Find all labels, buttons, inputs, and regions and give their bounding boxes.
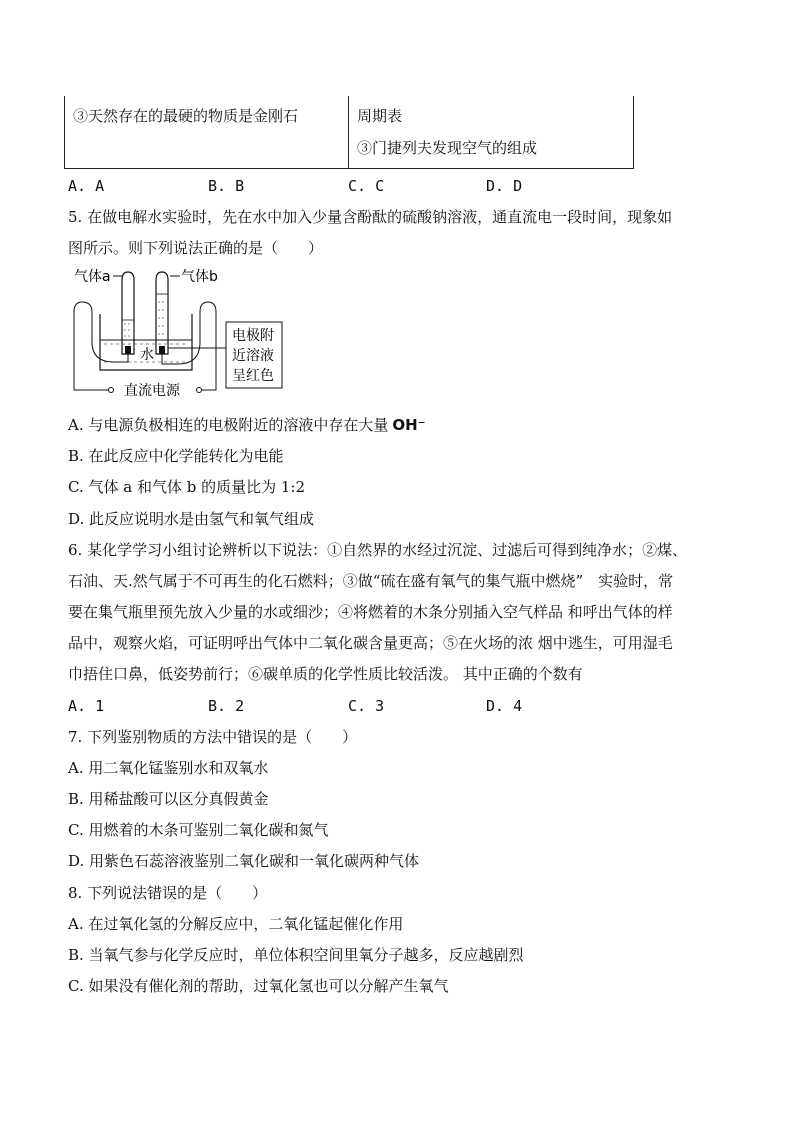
q7-option-b[interactable]: B. 用稀盐酸可以区分真假黄金 [68, 790, 269, 808]
test-tube-a [122, 272, 134, 354]
q5-option-a-text: A. 与电源负极相连的电极附近的溶液中存在大量 [68, 416, 389, 434]
q5-option-d[interactable]: D. 此反应说明水是由氢气和氧气组成 [68, 510, 315, 528]
q6-option-a[interactable]: A. 1 [68, 697, 105, 715]
callout-line2: 近溶液 [232, 348, 274, 364]
callout-line1: 电极附 [232, 328, 274, 344]
q6-line3: 要在集气瓶里预先放入少量的水或细沙；④将燃着的木条分别插入空气样品 和呼出气体的样 [68, 603, 673, 621]
electrode-b [159, 346, 165, 354]
power-terminal-left [109, 388, 114, 393]
callout-line3: 呈红色 [232, 368, 274, 384]
q5-option-a-ion: OH⁻ [392, 416, 426, 434]
q6-option-d[interactable]: D. 4 [486, 697, 523, 715]
answer-table-fragment [64, 96, 634, 169]
q7-stem: 7. 下列鉴别物质的方法中错误的是（ ） [68, 728, 358, 746]
electrode-a [125, 346, 131, 354]
water-label: 水 [140, 347, 154, 363]
q8-option-c[interactable]: C. 如果没有催化剂的帮助，过氧化氢也可以分解产生氧气 [68, 977, 449, 995]
q5-option-c[interactable]: C. 气体 a 和气体 b 的质量比为 1:2 [68, 478, 306, 496]
wire-left [74, 302, 128, 390]
q6-line4: 品中，观察火焰，可证明呼出气体中二氧化碳含量更高；⑤在火场的浓 烟中逃生，可用湿毛 [68, 634, 673, 652]
table-right-cell-line1: 周期表 [357, 107, 403, 125]
q8-option-b[interactable]: B. 当氧气参与化学反应时，单位体积空间里氧分子越多，反应越剧烈 [68, 946, 524, 964]
q7-option-d[interactable]: D. 用紫色石蕊溶液鉴别二氧化碳和一氧化碳两种气体 [68, 852, 420, 870]
q4-option-d[interactable]: D. D [486, 177, 523, 195]
electrolysis-figure [68, 262, 298, 410]
q8-stem: 8. 下列说法错误的是（ ） [68, 884, 268, 902]
table-left-cell: ③天然存在的最硬的物质是金刚石 [73, 107, 299, 125]
q4-option-b[interactable]: B. B [208, 177, 245, 195]
q7-option-c[interactable]: C. 用燃着的木条可鉴别二氧化碳和氮气 [68, 821, 329, 839]
q6-line1: 6. 某化学学习小组讨论辨析以下说法：①自然界的水经过沉淀、过滤后可得到纯净水；②煤、 [68, 541, 688, 559]
wire-right [162, 302, 216, 390]
power-terminal-right [197, 388, 202, 393]
q4-option-c[interactable]: C. C [348, 177, 385, 195]
q4-option-a[interactable]: A. A [68, 177, 105, 195]
table-divider [348, 96, 349, 168]
test-tube-b [156, 272, 168, 354]
q6-option-b[interactable]: B. 2 [208, 697, 245, 715]
q6-option-c[interactable]: C. 3 [348, 697, 385, 715]
q7-option-a[interactable]: A. 用二氧化锰鉴别水和双氧水 [68, 759, 269, 777]
q5-option-a[interactable] [68, 415, 426, 435]
gas-a-label: 气体a [74, 269, 111, 285]
table-right-cell-line2: ③门捷列夫发现空气的组成 [357, 139, 538, 157]
q5-option-b[interactable]: B. 在此反应中化学能转化为电能 [68, 447, 284, 465]
gas-b-label: 气体b [181, 269, 218, 285]
q5-stem-line2: 图所示。则下列说法正确的是（ ） [68, 239, 324, 257]
power-supply-label: 直流电源 [124, 383, 180, 399]
q8-option-a[interactable]: A. 在过氧化氢的分解反应中，二氧化锰起催化作用 [68, 915, 404, 933]
q6-line5: 巾捂住口鼻，低姿势前行；⑥碳单质的化学性质比较活泼。 其中正确的个数有 [68, 665, 583, 683]
q6-line2: 石油、天.然气属于不可再生的化石燃料；③做“硫在盛有氧气的集气瓶中燃烧” 实验时，常 [68, 572, 674, 590]
q5-stem-line1: 5. 在做电解水实验时，先在水中加入少量含酚酞的硫酸钠溶液，通直流电一段时间，现象如 [68, 208, 673, 226]
